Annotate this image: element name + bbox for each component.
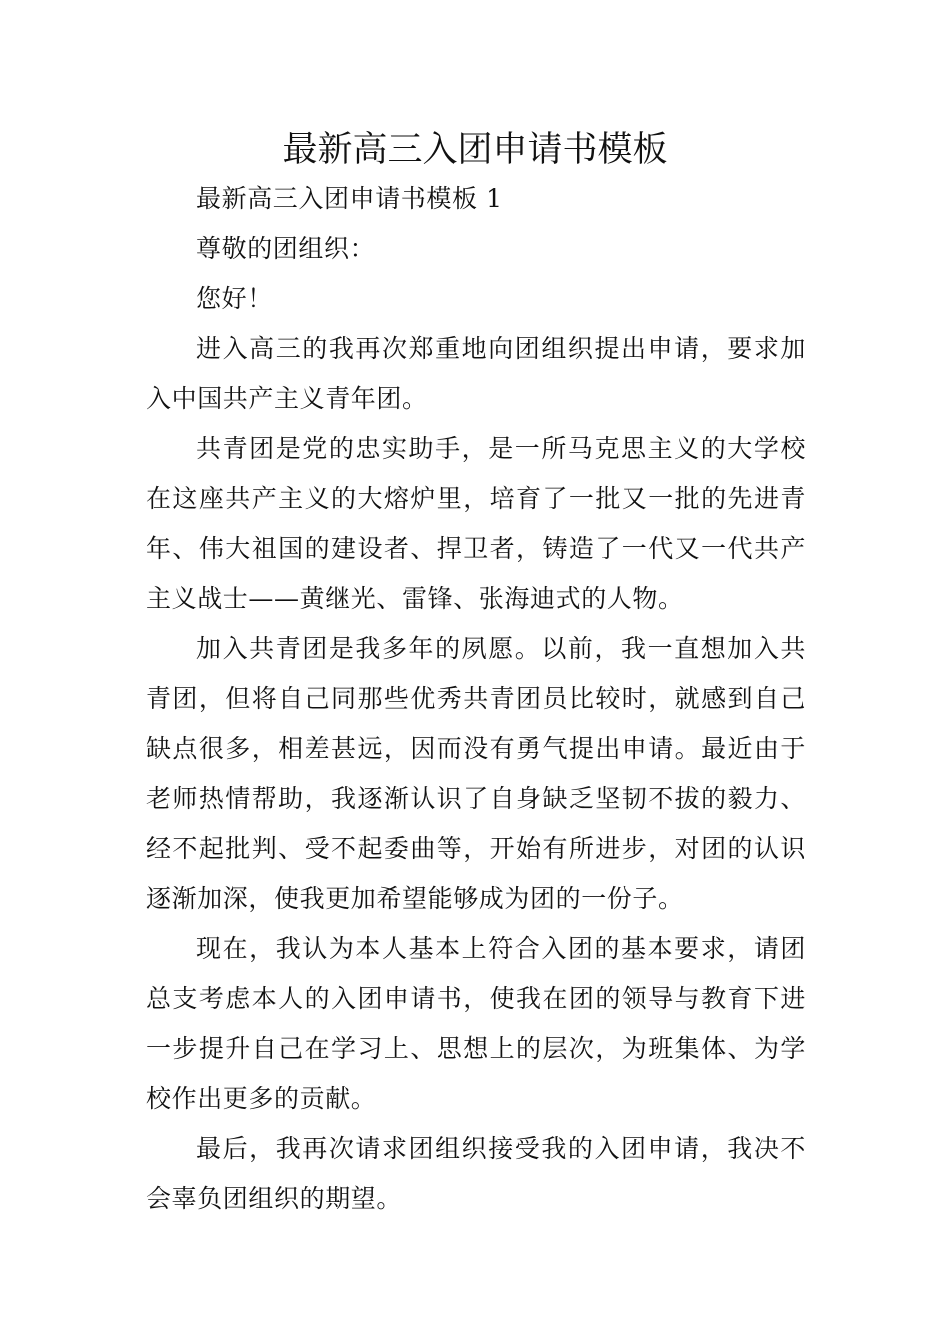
body-paragraph: 共青团是党的忠实助手，是一所马克思主义的大学校在这座共产主义的大熔炉里，培育了一批又一批的先进青年、伟大祖国的建设者、捍卫者，铸造了一代又一代共产主义战士——黄继光、雷锋、张海迪式的人物。 xyxy=(146,434,806,613)
body-paragraph: 进入高三的我再次郑重地向团组织提出申请，要求加入中国共产主义青年团。 xyxy=(146,334,806,413)
greeting-paragraph: 您好！ xyxy=(196,284,273,313)
salutation-paragraph: 尊敬的团组织： xyxy=(196,234,376,263)
document-title: 最新高三入团申请书模板 xyxy=(282,130,668,170)
closing-paragraph: 最后，我再次请求团组织接受我的入团申请，我决不会辜负团组织的期望。 xyxy=(146,1134,806,1213)
document-body xyxy=(146,174,806,1224)
subtitle-paragraph: 最新高三入团申请书模板 1 xyxy=(196,184,503,213)
body-paragraph: 加入共青团是我多年的夙愿。以前，我一直想加入共青团，但将自己同那些优秀共青团员比较时，就感到自己缺点很多，相差甚远，因而没有勇气提出申请。最近由于老师热情帮助，我逐渐认识了自身缺乏坚韧不拔的毅力、经不起批判、受不起委曲等，开始有所进步，对团的认识逐渐加深，使我更加希望能够成为团的一份子。 xyxy=(146,634,806,913)
body-paragraph: 现在，我认为本人基本上符合入团的基本要求，请团总支考虑本人的入团申请书，使我在团的领导与教育下进一步提升自己在学习上、思想上的层次，为班集体、为学校作出更多的贡献。 xyxy=(146,934,806,1113)
